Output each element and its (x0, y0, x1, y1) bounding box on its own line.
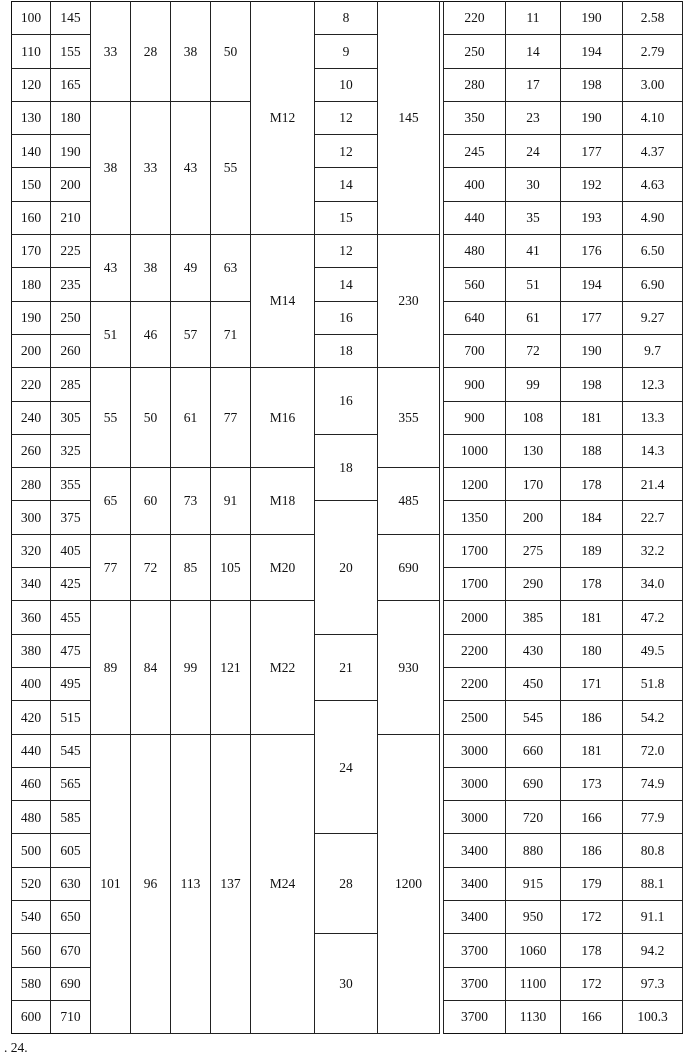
table-cell: 130 (12, 101, 51, 134)
table-cell: 192 (561, 168, 623, 201)
table-cell: 540 (12, 901, 51, 934)
table-cell: 200 (12, 334, 51, 367)
table-cell: 560 (12, 934, 51, 967)
table-cell: 21.4 (623, 468, 683, 501)
table-cell: 189 (561, 534, 623, 567)
table-cell: 430 (506, 634, 561, 667)
table-cell: 9 (315, 35, 378, 68)
table-cell: 605 (51, 834, 91, 867)
table-cell: M22 (251, 601, 315, 734)
table-cell: 91.1 (623, 901, 683, 934)
table-cell: 650 (51, 901, 91, 934)
table-cell: 280 (444, 68, 506, 101)
table-cell: 9.27 (623, 301, 683, 334)
table-cell: 38 (91, 101, 131, 234)
table-cell: M24 (251, 734, 315, 1034)
table-cell: 1700 (444, 534, 506, 567)
table-cell: 96 (131, 734, 171, 1034)
table-cell: 89 (91, 601, 131, 734)
table-cell: 220 (12, 368, 51, 401)
table-cell: 50 (211, 2, 251, 102)
table-cell: 280 (12, 468, 51, 501)
table-cell: 3400 (444, 834, 506, 867)
table-cell: 32.2 (623, 534, 683, 567)
table-cell: 77 (91, 534, 131, 601)
table-cell: 12.3 (623, 368, 683, 401)
table-cell: 18 (315, 334, 378, 367)
table-cell: M16 (251, 368, 315, 468)
table-cell: 260 (51, 334, 91, 367)
table-cell: 160 (12, 201, 51, 234)
table-cell: 13.3 (623, 401, 683, 434)
table-cell: 105 (211, 534, 251, 601)
table-cell: 2.79 (623, 35, 683, 68)
table-cell: 184 (561, 501, 623, 534)
table-cell: 171 (561, 667, 623, 700)
table-cell: 30 (315, 934, 378, 1034)
table-cell: 179 (561, 867, 623, 900)
table-cell: 210 (51, 201, 91, 234)
table-cell: 49 (171, 235, 211, 302)
table-cell: 177 (561, 135, 623, 168)
table-cell: 43 (91, 235, 131, 302)
table-cell: 630 (51, 867, 91, 900)
table-cell: 8 (315, 2, 378, 35)
table-cell: 170 (12, 235, 51, 268)
table-cell: 41 (506, 235, 561, 268)
table-cell: 4.90 (623, 201, 683, 234)
table-cell: 710 (51, 1000, 91, 1033)
table-cell: 6.90 (623, 268, 683, 301)
table-cell: 186 (561, 701, 623, 734)
table-cell: 480 (12, 801, 51, 834)
table-cell: 190 (561, 334, 623, 367)
table-cell: 375 (51, 501, 91, 534)
table-cell: 181 (561, 601, 623, 634)
table-cell: 2500 (444, 701, 506, 734)
table-cell: 3.00 (623, 68, 683, 101)
table-cell: 51 (91, 301, 131, 368)
table-cell: 285 (51, 368, 91, 401)
table-cell: 3700 (444, 934, 506, 967)
table-cell: 54.2 (623, 701, 683, 734)
table-cell: 700 (444, 334, 506, 367)
table-cell: 74.9 (623, 767, 683, 800)
table-cell: 28 (315, 834, 378, 934)
table-cell: 600 (12, 1000, 51, 1033)
table-cell: 14.3 (623, 434, 683, 467)
table-cell: 177 (561, 301, 623, 334)
table-cell: 33 (91, 2, 131, 102)
table-cell: 220 (444, 2, 506, 35)
table-cell: 155 (51, 35, 91, 68)
table-cell: 4.10 (623, 101, 683, 134)
table-cell: 3400 (444, 901, 506, 934)
footer-text: . 24. (4, 1040, 28, 1055)
table-cell: 17 (506, 68, 561, 101)
table-cell: 137 (211, 734, 251, 1034)
table-cell: 1350 (444, 501, 506, 534)
table-cell: 2200 (444, 634, 506, 667)
table-cell: 46 (131, 301, 171, 368)
table-cell: 250 (51, 301, 91, 334)
table-cell: 28 (131, 2, 171, 102)
table-row (12, 101, 683, 134)
table-cell: M20 (251, 534, 315, 601)
table-cell: 190 (51, 135, 91, 168)
table-cell: 3000 (444, 734, 506, 767)
table-cell: 51 (506, 268, 561, 301)
table-cell: 250 (444, 35, 506, 68)
table-cell: 190 (12, 301, 51, 334)
table-cell: 475 (51, 634, 91, 667)
table-cell: 130 (506, 434, 561, 467)
table-cell: 11 (506, 2, 561, 35)
table-cell: 15 (315, 201, 378, 234)
table-cell: 360 (12, 601, 51, 634)
table-cell: 94.2 (623, 934, 683, 967)
table-cell: 455 (51, 601, 91, 634)
table-cell: 14 (315, 268, 378, 301)
table-cell: 440 (444, 201, 506, 234)
table-cell: 100 (12, 2, 51, 35)
table-cell: 10 (315, 68, 378, 101)
table-cell: 880 (506, 834, 561, 867)
table-cell: 108 (506, 401, 561, 434)
table-cell: 1700 (444, 568, 506, 601)
table-cell: 194 (561, 35, 623, 68)
table-cell: 290 (506, 568, 561, 601)
table-cell: 275 (506, 534, 561, 567)
table-cell: 950 (506, 901, 561, 934)
table-cell: 172 (561, 967, 623, 1000)
table-cell: 500 (12, 834, 51, 867)
table-cell: 180 (51, 101, 91, 134)
table-cell: 188 (561, 434, 623, 467)
table-cell: 190 (561, 101, 623, 134)
table-cell: 166 (561, 1000, 623, 1033)
table-cell: 35 (506, 201, 561, 234)
table-cell: 85 (171, 534, 211, 601)
table-cell: 150 (12, 168, 51, 201)
table-cell: 3400 (444, 867, 506, 900)
table-cell: 121 (211, 601, 251, 734)
table-cell: 405 (51, 534, 91, 567)
table-cell: 14 (506, 35, 561, 68)
table-cell: 2200 (444, 667, 506, 700)
table-cell: 3700 (444, 1000, 506, 1033)
table-cell: 3000 (444, 767, 506, 800)
table-cell: 120 (12, 68, 51, 101)
table-cell: 900 (444, 401, 506, 434)
table-cell: 420 (12, 701, 51, 734)
table-cell: 340 (12, 568, 51, 601)
table-cell: 230 (378, 235, 440, 368)
table-cell: 88.1 (623, 867, 683, 900)
table-cell: 71 (211, 301, 251, 368)
table-cell: 166 (561, 801, 623, 834)
table-cell: 200 (51, 168, 91, 201)
table-cell: 2000 (444, 601, 506, 634)
table-cell: 4.37 (623, 135, 683, 168)
table-cell: 22.7 (623, 501, 683, 534)
table-cell: 61 (171, 368, 211, 468)
table-cell: 181 (561, 734, 623, 767)
table-cell: 720 (506, 801, 561, 834)
table-cell: 640 (444, 301, 506, 334)
table-cell: 55 (211, 101, 251, 234)
table-cell: 1100 (506, 967, 561, 1000)
table-cell: 350 (444, 101, 506, 134)
table-cell: 1000 (444, 434, 506, 467)
table-cell: 440 (12, 734, 51, 767)
table-cell: 580 (12, 967, 51, 1000)
table-cell: 178 (561, 934, 623, 967)
table-row (12, 301, 683, 334)
table-cell: 3700 (444, 967, 506, 1000)
table-cell: 65 (91, 468, 131, 535)
table-cell: 178 (561, 568, 623, 601)
table-cell: 12 (315, 235, 378, 268)
table-cell: 38 (171, 2, 211, 102)
table-cell: M14 (251, 235, 315, 368)
table-cell: 690 (506, 767, 561, 800)
table-cell: 63 (211, 235, 251, 302)
table-cell: 77.9 (623, 801, 683, 834)
table-cell: 380 (12, 634, 51, 667)
table-cell: 140 (12, 135, 51, 168)
table-cell: 2.58 (623, 2, 683, 35)
table-cell: 21 (315, 634, 378, 701)
table-cell: 300 (12, 501, 51, 534)
table-cell: 100.3 (623, 1000, 683, 1033)
table-cell: 24 (506, 135, 561, 168)
table-cell: 80.8 (623, 834, 683, 867)
table-cell: 690 (51, 967, 91, 1000)
table-cell: 180 (12, 268, 51, 301)
table-cell: 240 (12, 401, 51, 434)
table-cell: 173 (561, 767, 623, 800)
table-cell: 198 (561, 368, 623, 401)
table-cell: 355 (51, 468, 91, 501)
table-cell: 77 (211, 368, 251, 468)
table-cell: 355 (378, 368, 440, 468)
table-cell: M18 (251, 468, 315, 535)
table-cell: 55 (91, 368, 131, 468)
table-row (12, 368, 683, 401)
table-cell: 165 (51, 68, 91, 101)
table-cell: 181 (561, 401, 623, 434)
table-cell: 186 (561, 834, 623, 867)
table-cell: 60 (131, 468, 171, 535)
table-cell: 245 (444, 135, 506, 168)
table-cell: 425 (51, 568, 91, 601)
table-cell: 4.63 (623, 168, 683, 201)
table-cell: 18 (315, 434, 378, 501)
table-cell: 99 (506, 368, 561, 401)
table-cell: 72 (506, 334, 561, 367)
table-cell: 33 (131, 101, 171, 234)
table-cell: 84 (131, 601, 171, 734)
table-row (12, 235, 683, 268)
table-cell: 43 (171, 101, 211, 234)
table-cell: 515 (51, 701, 91, 734)
table-cell: 113 (171, 734, 211, 1034)
table-cell: 460 (12, 767, 51, 800)
table-cell: 9.7 (623, 334, 683, 367)
table-cell: 34.0 (623, 568, 683, 601)
table-cell: 1130 (506, 1000, 561, 1033)
table-cell: 660 (506, 734, 561, 767)
table-cell: 194 (561, 268, 623, 301)
table-cell: 12 (315, 135, 378, 168)
table-cell: 495 (51, 667, 91, 700)
table-cell: 198 (561, 68, 623, 101)
table-cell: 325 (51, 434, 91, 467)
table-cell: 49.5 (623, 634, 683, 667)
table-cell: 145 (51, 2, 91, 35)
table-cell: 38 (131, 235, 171, 302)
table-cell: 30 (506, 168, 561, 201)
table-cell: 99 (171, 601, 211, 734)
table-cell: 305 (51, 401, 91, 434)
table-cell: 110 (12, 35, 51, 68)
table-cell: 565 (51, 767, 91, 800)
table-cell: 170 (506, 468, 561, 501)
table-cell: 6.50 (623, 235, 683, 268)
table-cell: 1060 (506, 934, 561, 967)
table-cell: 72.0 (623, 734, 683, 767)
table-cell: 12 (315, 101, 378, 134)
table-cell: 61 (506, 301, 561, 334)
table-cell: 1200 (444, 468, 506, 501)
table-cell: 57 (171, 301, 211, 368)
table-cell: 545 (51, 734, 91, 767)
table-cell: 480 (444, 235, 506, 268)
table-cell: 145 (378, 2, 440, 235)
table-cell: 14 (315, 168, 378, 201)
table-cell: 400 (12, 667, 51, 700)
dimension-table (11, 1, 683, 1034)
table-cell: 450 (506, 667, 561, 700)
table-cell: 260 (12, 434, 51, 467)
table-cell: 24 (315, 701, 378, 834)
table-cell: 3000 (444, 801, 506, 834)
table-row (12, 2, 683, 35)
table-cell: 172 (561, 901, 623, 934)
table-cell: 915 (506, 867, 561, 900)
table-cell: 690 (378, 534, 440, 601)
table-cell: 385 (506, 601, 561, 634)
table-cell: 97.3 (623, 967, 683, 1000)
table-cell: 50 (131, 368, 171, 468)
table-cell: 47.2 (623, 601, 683, 634)
table-cell: 72 (131, 534, 171, 601)
table-cell: 200 (506, 501, 561, 534)
table-cell: 16 (315, 368, 378, 435)
table-cell: 560 (444, 268, 506, 301)
table-cell: 485 (378, 468, 440, 535)
table-cell: 23 (506, 101, 561, 134)
table-cell: 545 (506, 701, 561, 734)
table-cell: 235 (51, 268, 91, 301)
table-cell: 1200 (378, 734, 440, 1034)
table-cell: 400 (444, 168, 506, 201)
table-cell: 51.8 (623, 667, 683, 700)
table-cell: 91 (211, 468, 251, 535)
table-cell: 900 (444, 368, 506, 401)
table-cell: 585 (51, 801, 91, 834)
table-cell: 670 (51, 934, 91, 967)
table-cell: 225 (51, 235, 91, 268)
table-cell: M12 (251, 2, 315, 235)
table-cell: 101 (91, 734, 131, 1034)
table-cell: 320 (12, 534, 51, 567)
table-cell: 16 (315, 301, 378, 334)
table-cell: 73 (171, 468, 211, 535)
table-cell: 930 (378, 601, 440, 734)
table-cell: 520 (12, 867, 51, 900)
table-cell: 193 (561, 201, 623, 234)
table-cell: 176 (561, 235, 623, 268)
table-cell: 180 (561, 634, 623, 667)
table-cell: 20 (315, 501, 378, 634)
table-cell: 178 (561, 468, 623, 501)
table-cell: 190 (561, 2, 623, 35)
